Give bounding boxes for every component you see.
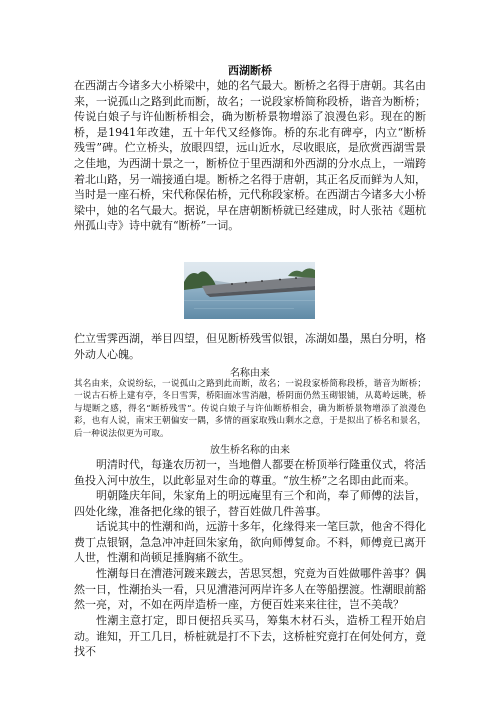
fangsheng-paragraph-4: 性潮每日在漕港河踱来踱去，苦思冥想，究竟为百姓做哪件善事？偶然一日，性潮抬头一看，只见漕港河两岸许多人在等船摆渡。性潮眼前豁然一亮，对，不如在两岸造桥一座，方便百姓来来往往，岂不美哉？ bbox=[74, 567, 426, 612]
snow-view-paragraph: 伫立雪霁西湖，举目四望，但见断桥残雪似银，冻湖如墨，黑白分明，格外动人心魄。 bbox=[74, 332, 426, 361]
fangsheng-paragraph-1: 明清时代，每逢农历初一，当地僧人都要在桥顶举行隆重仪式，将活鱼投入河中放生，以此彰显对生命的尊重。“放生桥”之名即由此而来。 bbox=[74, 458, 426, 487]
bridge-photo bbox=[184, 262, 315, 319]
name-origin-paragraph: 其名由来，众说纷纭，一说孤山之路到此而断，故名；一说段家桥简称段桥，谐音为断桥；一说古石桥上建有亭，冬日雪霁，桥阳面冰雪消融，桥阴面仍然玉砌银铺，从葛岭远眺，桥与堤断之感，得名“断桥残雪”。传说白娘子与许仙断桥相会，确为断桥景物增添了浪漫色彩，也有人说，南宋王朝偏安一隅，多情的画家取残山剩水之意，于是拟出了桥名和景名，后一种说法似更为可取。 bbox=[74, 379, 426, 439]
fangsheng-paragraph-2: 明朝隆庆年间，朱家角上的明远庵里有三个和尚，奉了师傅的法旨，四处化缘，准备把化缘的银子，替百姓做几件善事。 bbox=[74, 489, 426, 518]
document-title: 西湖断桥 bbox=[228, 64, 272, 77]
fangsheng-paragraph-5: 性潮主意打定，即日便招兵买马，筹集木材石头，造桥工程开始启动。谁知，开工几日，桥桩就是打不下去，这桥桩究竟打在何处何方，竟找不 bbox=[74, 614, 426, 659]
intro-paragraph: 在西湖古今诸多大小桥梁中，她的名气最大。断桥之名得于唐朝。其名由来，一说孤山之路到此而断，故名；一说段家桥简称段桥，谐音为断桥；传说白娘子与许仙断桥相会，确为断桥景物增添了浪漫色彩。现在的断桥，是1941年改建，五十年代又经修饰。桥的东北有碑亭，内立“断桥残雪”碑。伫立桥头，放眼四望，远山近水，尽收眼底，是欣赏西湖雪景之佳地，为西湖十景之一，断桥位于里西湖和外西湖的分水点上，一端跨着北山路，另一端接通白堤。断桥之名得于唐朝，其正名反而鲜为人知，当时是一座石桥，宋代称保佑桥，元代称段家桥。在西湖古今诸多大小桥梁中，她的名气最大。据说，早在唐朝断桥就已经建成，时人张祜《题杭州孤山寺》诗中就有“断桥”一词。 bbox=[74, 79, 426, 233]
section-heading-fangsheng-bridge: 放生桥名称的由来 bbox=[210, 445, 290, 456]
broken-bridge-scene-image bbox=[184, 262, 315, 319]
fangsheng-paragraph-3: 话说其中的性潮和尚，远游十多年，化缘得来一笔巨款，他舍不得化费丁点银钢，急急冲冲赶回朱家角，欲向师傅复命。不料，师傅竟已离开人世，性潮和尚顿足捶胸痛不欲生。 bbox=[74, 520, 426, 565]
section-heading-name-origin: 名称由来 bbox=[230, 368, 270, 379]
